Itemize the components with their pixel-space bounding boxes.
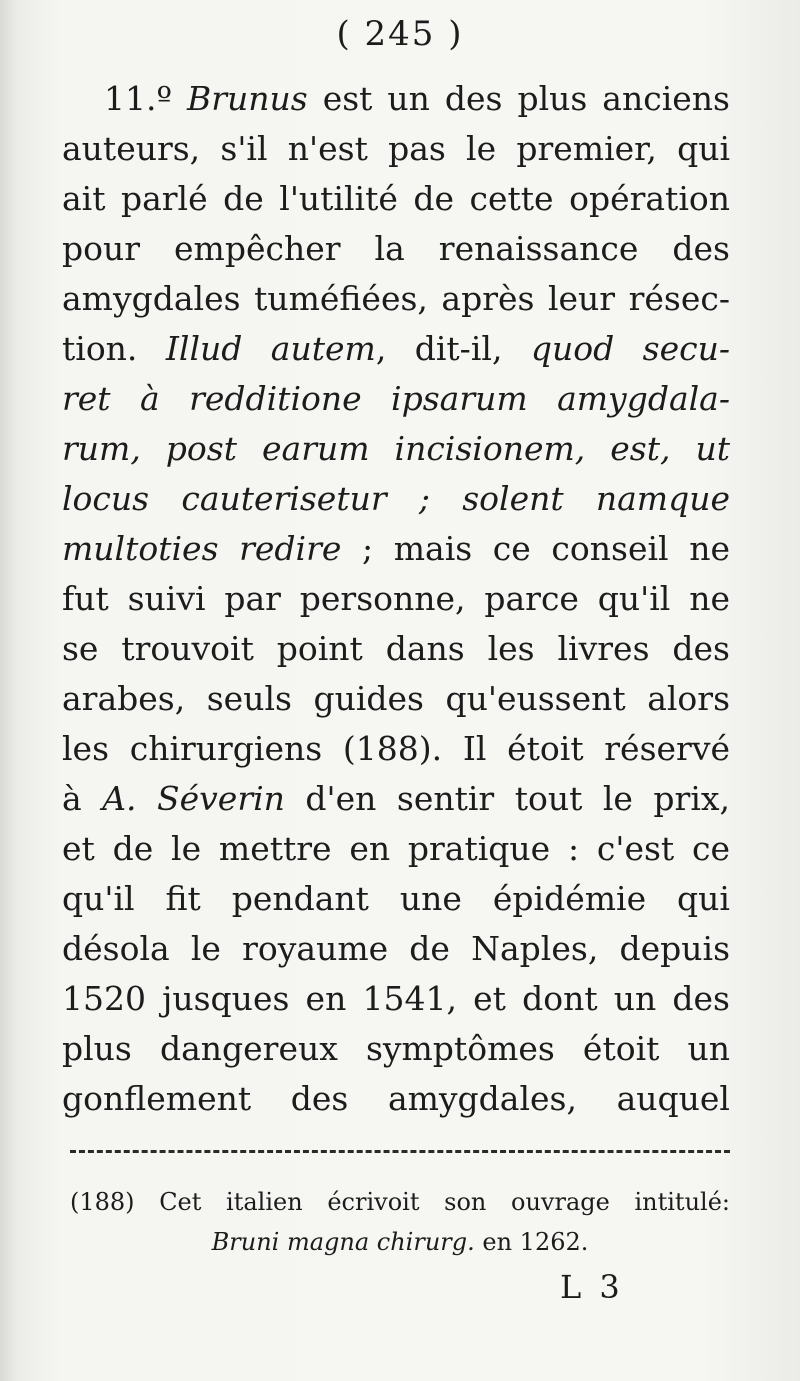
text-line: auteurs, s'il n'est pas le premier, qui	[62, 129, 730, 168]
text-line: arabes, seuls guides qu'eussent alors	[62, 679, 730, 718]
printer-signature-mark: L 3	[560, 1268, 624, 1306]
text-line: fut suivi par personne, parce qu'il ne	[62, 579, 730, 618]
text-line: amygdales tuméfiées, après leur résec-	[62, 279, 730, 318]
text-line: les chirurgiens (188). Il étoit réservé	[62, 729, 730, 768]
text-line: ret à redditione ipsarum amygdala-	[62, 379, 730, 418]
footnote-divider	[70, 1150, 730, 1153]
text-line: locus cauterisetur ; solent namque	[62, 479, 730, 518]
text-line: 11.º Brunus est un des plus anciens	[104, 79, 730, 118]
footnote-line: (188) Cet italien écrivoit son ouvrage intitulé:	[70, 1188, 730, 1216]
text-line: rum, post earum incisionem, est, ut	[62, 429, 730, 468]
text-line: multoties redire ; mais ce conseil ne	[62, 529, 730, 568]
page-number: ( 245 )	[336, 14, 464, 54]
text-line: 1520 jusques en 1541, et dont un des	[62, 979, 730, 1018]
text-line: pour empêcher la renaissance des	[62, 229, 730, 268]
text-line: et de le mettre en pratique : c'est ce	[62, 829, 730, 868]
footnote	[70, 1182, 730, 1262]
text-line: gonflement des amygdales, auquel	[62, 1079, 730, 1118]
text-line: ait parlé de l'utilité de cette opération	[62, 179, 730, 218]
text-line: plus dangereux symptômes étoit un	[62, 1029, 730, 1068]
footnote-line: Bruni magna chirurg. en 1262.	[211, 1228, 589, 1256]
text-line: à A. Séverin d'en sentir tout le prix,	[62, 779, 730, 818]
text-line: se trouvoit point dans les livres des	[62, 629, 730, 668]
text-line: tion. Illud autem, dit-il, quod secu-	[62, 329, 731, 368]
text-line: désola le royaume de Naples, depuis	[62, 929, 730, 968]
body-text	[62, 74, 730, 1124]
text-line: qu'il fit pendant une épidémie qui	[62, 879, 730, 918]
